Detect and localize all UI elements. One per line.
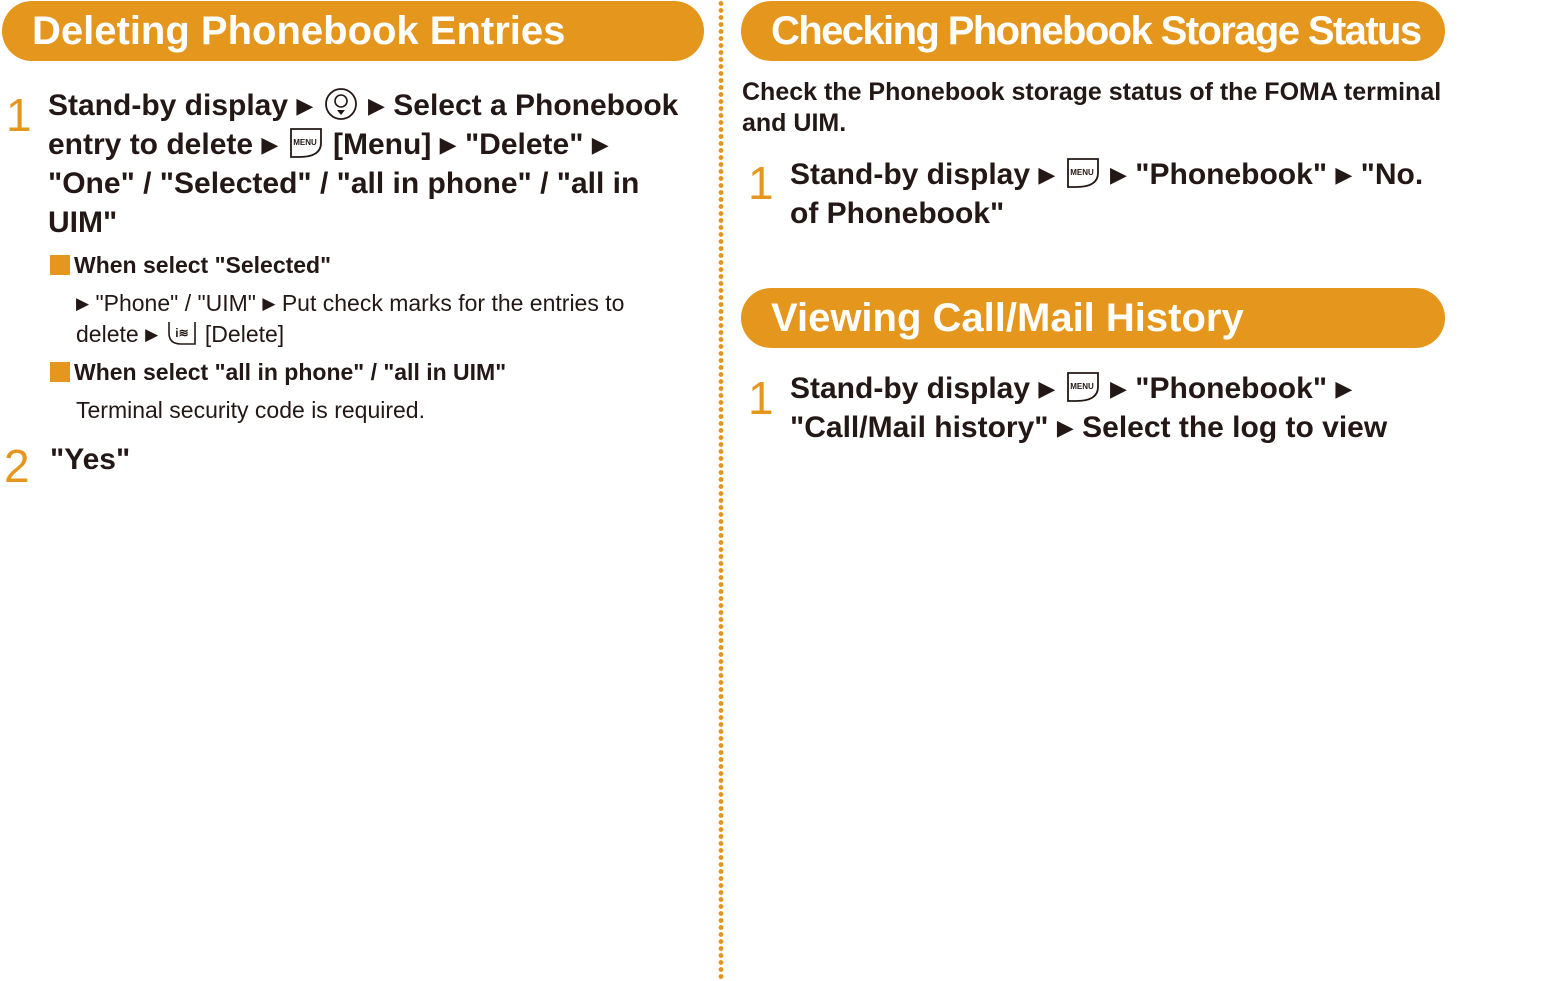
- column-divider: [718, 0, 724, 981]
- step-text: "Phonebook": [1135, 158, 1328, 191]
- step-text: "One" / "Selected" / "all in phone" / "all in UIM": [48, 167, 640, 239]
- arrow-icon: ▶: [368, 93, 385, 118]
- step-number-1: 1: [748, 157, 774, 209]
- step-text: "Phonebook": [1135, 372, 1328, 405]
- arrow-icon: ▶: [591, 132, 609, 157]
- arrow-icon: ▶: [1056, 415, 1074, 440]
- step-text: Stand-by display: [790, 372, 1031, 405]
- history-step-1: [790, 369, 1430, 447]
- step-text: [Menu]: [333, 128, 432, 161]
- arrow-icon: ▶: [145, 325, 159, 344]
- menu-key-icon: [287, 125, 325, 161]
- bullet-square-icon: [50, 255, 70, 275]
- arrow-icon: ▶: [1038, 162, 1056, 187]
- note-heading-text: When select "Selected": [74, 252, 332, 278]
- note-text: Put check marks for the entries to delete: [76, 290, 625, 347]
- arrow-icon: ▶: [1110, 376, 1127, 401]
- step-text: "Delete": [464, 128, 584, 161]
- section-title-call-mail-history: Viewing Call/Mail History: [741, 288, 1445, 348]
- arrow-icon: ▶: [76, 294, 90, 313]
- note-text: [Delete]: [204, 321, 285, 347]
- arrow-icon: ▶: [1335, 162, 1353, 187]
- step-text: Select a Phonebook entry to delete: [48, 89, 679, 161]
- arrow-icon: ▶: [439, 132, 457, 157]
- menu-key-icon: [1064, 369, 1102, 405]
- i-mode-key-icon: [165, 319, 199, 347]
- delete-step-2: "Yes": [50, 443, 131, 476]
- arrow-icon: ▶: [1038, 376, 1056, 401]
- storage-step-1: [790, 155, 1450, 233]
- menu-key-icon: [1064, 155, 1102, 191]
- arrow-icon: ▶: [262, 294, 276, 313]
- step-text: "Call/Mail history": [790, 411, 1049, 444]
- step-text: Stand-by display: [48, 89, 289, 122]
- step-number-2: 2: [4, 440, 30, 492]
- note-heading-text: When select "all in phone" / "all in UIM": [74, 359, 507, 385]
- step-number-1: 1: [748, 372, 774, 424]
- arrow-icon: ▶: [296, 93, 314, 118]
- storage-intro: Check the Phonebook storage status of the FOMA terminal and UIM.: [742, 78, 1442, 137]
- step-text: Select the log to view: [1082, 411, 1388, 444]
- delete-step-1: [48, 86, 688, 242]
- step-text: Stand-by display: [790, 158, 1031, 191]
- bullet-square-icon: [50, 362, 70, 382]
- menu-key-label: MENU: [292, 138, 317, 147]
- note-heading-all: [50, 358, 506, 386]
- menu-key-label: MENU: [1069, 168, 1094, 177]
- step-number-1: 1: [6, 89, 32, 141]
- arrow-icon: ▶: [1110, 162, 1127, 187]
- section-title-deleting-phonebook: Deleting Phonebook Entries: [2, 1, 704, 61]
- note-heading-selected: [50, 251, 331, 279]
- arrow-icon: ▶: [1335, 376, 1353, 401]
- section-title-storage-status: Checking Phonebook Storage Status: [741, 1, 1445, 61]
- step-text: "No. of Phonebook": [790, 158, 1424, 230]
- note-body-all: Terminal security code is required.: [76, 397, 425, 423]
- note-body-selected: [76, 288, 691, 350]
- svg-text:i≋: i≋: [174, 326, 189, 340]
- nav-key-icon: [322, 86, 360, 122]
- arrow-icon: ▶: [261, 132, 279, 157]
- menu-key-label: MENU: [1069, 382, 1094, 391]
- note-text: "Phone" / "UIM": [95, 290, 256, 316]
